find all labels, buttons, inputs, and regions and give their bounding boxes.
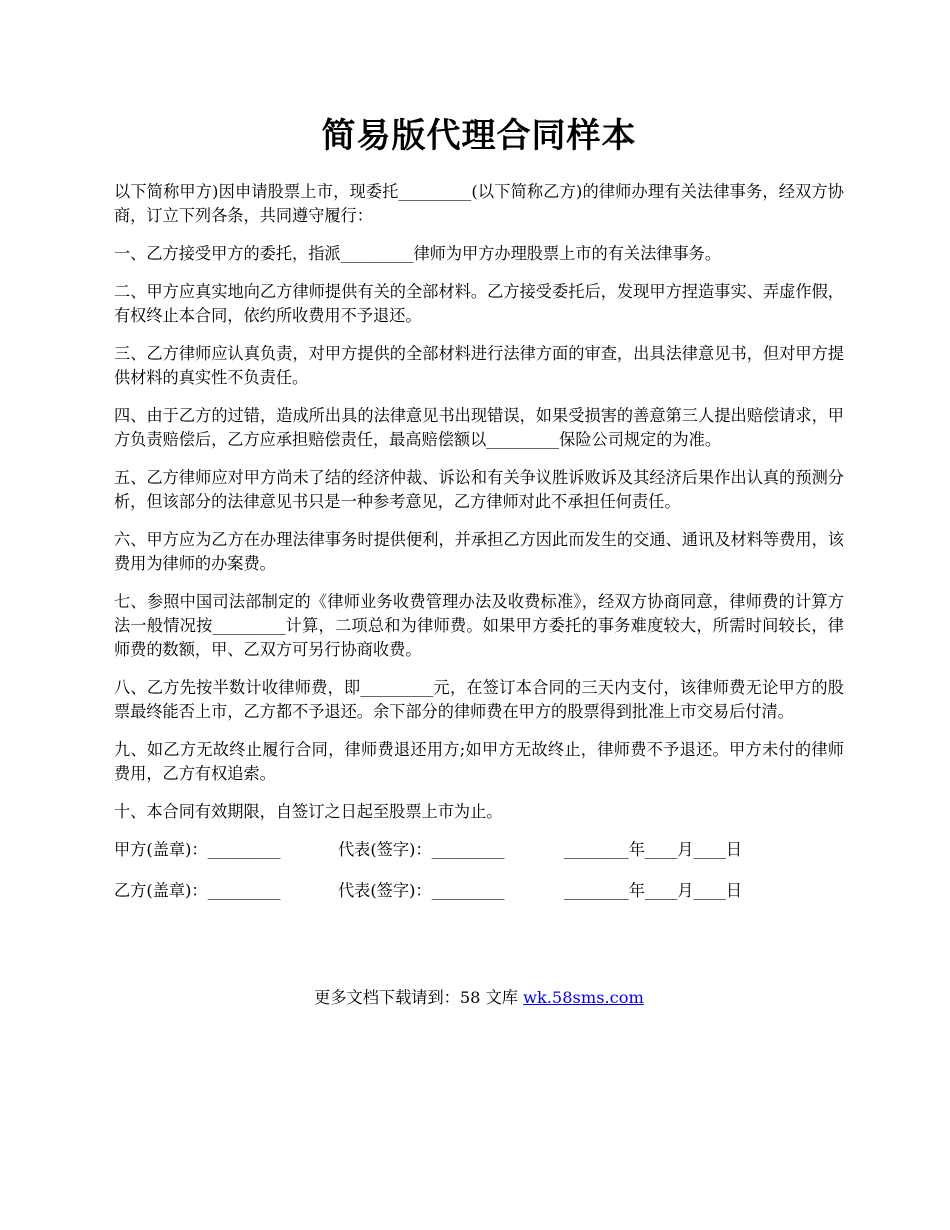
footer-link[interactable]: wk.58sms.com bbox=[523, 988, 644, 1007]
paragraph-clause-9: 九、如乙方无故终止履行合同，律师费退还用方;如甲方无故终止，律师费不予退还。甲方未付的律师费用，乙方有权追索。 bbox=[114, 740, 844, 783]
paragraph-clause-5: 五、乙方律师应对甲方尚未了结的经济仲裁、诉讼和有关争议胜诉败诉及其经济后果作出认真的预测分析，但该部分的法律意见书只是一种参考意见，乙方律师对此不承担任何责任。 bbox=[114, 468, 844, 511]
signature-row-party-b bbox=[114, 879, 844, 903]
document-body bbox=[114, 180, 844, 920]
party-a-representative: 代表(签字)：_________ bbox=[338, 840, 505, 859]
footer-text: 更多文档下载请到：58 文库 bbox=[314, 988, 524, 1007]
party-b-representative: 代表(签字)：_________ bbox=[338, 881, 505, 900]
paragraph-clause-3: 三、乙方律师应认真负责，对甲方提供的全部材料进行法律方面的审查，出具法律意见书，但对甲方提供材料的真实性不负责任。 bbox=[114, 344, 844, 387]
party-b-seal: 乙方(盖章)：_________ bbox=[114, 881, 281, 900]
signature-row-party-a bbox=[114, 838, 844, 862]
paragraph-clause-10: 十、本合同有效期限，自签订之日起至股票上市为止。 bbox=[114, 802, 503, 821]
document-title: 简易版代理合同样本 bbox=[321, 116, 637, 156]
party-b-date: ________年____月____日 bbox=[564, 881, 743, 900]
document-footer bbox=[114, 986, 844, 1010]
paragraph-clause-2: 二、甲方应真实地向乙方律师提供有关的全部材料。乙方接受委托后，发现甲方捏造事实、弄虚作假，有权终止本合同，依约所收费用不予退还。 bbox=[114, 282, 844, 325]
party-a-date: ________年____月____日 bbox=[564, 840, 743, 859]
paragraph-clause-1: 一、乙方接受甲方的委托，指派_________律师为甲方办理股票上市的有关法律事务。 bbox=[114, 244, 722, 263]
party-a-seal: 甲方(盖章)：_________ bbox=[114, 840, 281, 859]
paragraph-clause-6: 六、甲方应为乙方在办理法律事务时提供便利，并承担乙方因此而发生的交通、通讯及材料等费用，该费用为律师的办案费。 bbox=[114, 530, 844, 573]
paragraph-clause-7: 七、参照中国司法部制定的《律师业务收费管理办法及收费标准》，经双方协商同意，律师费的计算方法一般情况按_________计算，二项总和为律师费。如果甲方委托的事务难度较大，所需时间较长，律师费的数额，甲、乙双方可另行协商收费。 bbox=[114, 592, 844, 659]
paragraph-clause-4: 四、由于乙方的过错，造成所出具的法律意见书出现错误，如果受损害的善意第三人提出赔偿请求，甲方负责赔偿后，乙方应承担赔偿责任，最高赔偿额以_________保险公司规定的为准。 bbox=[114, 406, 844, 449]
paragraph-preamble: 以下简称甲方)因申请股票上市，现委托_________(以下简称乙方)的律师办理有关法律事务，经双方协商，订立下列各条，共同遵守履行： bbox=[114, 182, 844, 225]
paragraph-clause-8: 八、乙方先按半数计收律师费，即_________元，在签订本合同的三天内支付，该律师费无论甲方的股票最终能否上市，乙方都不予退还。余下部分的律师费在甲方的股票得到批准上市交易后付清。 bbox=[114, 678, 844, 721]
